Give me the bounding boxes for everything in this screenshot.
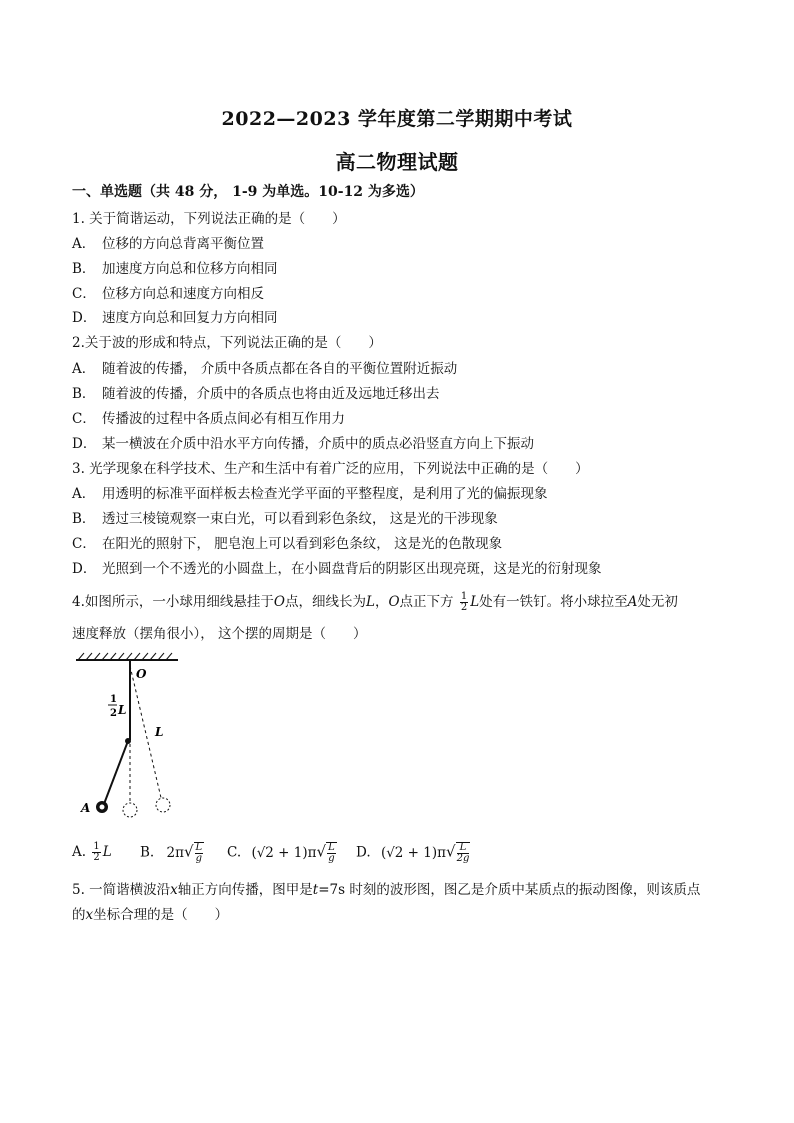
pendulum-figure [72, 652, 192, 827]
q2-option-c: C． 传播波的过程中各质点间必有相互作用力 [72, 411, 345, 427]
q1-option-a: A． 位移的方向总背离平衡位置 [72, 236, 264, 252]
q2-option-a: A． 随着波的传播， 介质中各质点都在各自的平衡位置附近振动 [72, 361, 458, 377]
ball-right-dashed [156, 798, 170, 812]
q1-option-d: D． 速度方向总和回复力方向相同 [72, 310, 278, 326]
q4-choice-b: B. 2π√ $\frac{L}{g}$ [140, 842, 203, 864]
q2-option-d: D． 某一横波在介质中沿水平方向传播，介质中的质点必沿竖直方向上下振动 [72, 436, 534, 452]
question-1-stem: 1. 关于简谐运动，下列说法正确的是（ ） [72, 211, 346, 227]
lower-string [104, 741, 128, 804]
label-l-long: L [155, 725, 164, 739]
label-l-short: L [118, 703, 127, 717]
fraction-half: $\frac{1}{2}$ [460, 591, 468, 613]
question-2-stem: 2.关于波的形成和特点，下列说法正确的是（ ） [72, 335, 382, 351]
question-3-stem: 3. 光学现象在科学技术、生产和生活中有着广泛的应用，下列说法中正确的是（ ） [72, 461, 589, 477]
label-a: A [81, 801, 91, 815]
q3-option-c: C． 在阳光的照射下， 肥皂泡上可以看到彩色条纹， 这是光的色散现象 [72, 536, 503, 552]
question-5-stem: 5. 一简谐横波沿x轴正方向传播，图甲是t=7s 时刻的波形图，图乙是介质中某质点的振动图像，则该质点 [72, 882, 701, 898]
q2-option-b: B． 随着波的传播，介质中的各质点也将由近及远地迁移出去 [72, 386, 440, 402]
q3-option-d: D． 光照到一个不透光的小圆盘上，在小圆盘背后的阴影区出现亮斑，这是光的衍射现象 [72, 561, 602, 577]
label-o: O [136, 667, 147, 681]
q3-option-b: B． 透过三棱镜观察一束白光，可以看到彩色条纹， 这是光的干涉现象 [72, 511, 498, 527]
q1-option-c: C． 位移方向总和速度方向相反 [72, 286, 264, 302]
label-half-den: 2 [110, 708, 117, 719]
label-half-num: 1 [110, 694, 117, 705]
ceiling-hatching [78, 653, 172, 660]
q4-choice-c: C. (√2 + 1)π√ $\frac{L}{g}$ [227, 842, 335, 864]
q4-choice-a: A. $\frac{1}{2}$ L [72, 841, 112, 863]
exam-title: 2022—2023 学年度第二学期期中考试 [221, 108, 573, 130]
question-4-stem-line2: 速度释放（摆角很小）， 这个摆的周期是（ ） [72, 626, 367, 642]
q4-choice-d: D. (√2 + 1)π√ $\frac{L}{2g}$ [356, 842, 470, 864]
subject-title: 高二物理试题 [335, 150, 459, 174]
q3-option-a: A． 用透明的标准平面样板去检查光学平面的平整程度，是利用了光的偏振现象 [72, 486, 548, 502]
section-heading: 一、单选题（共 48 分， 1-9 为单选。10-12 为多选） [72, 184, 424, 200]
question-4-stem: 4.如图所示，一小球用细线悬挂于O点，细线长为L，O点正下方 $\frac{1}{2}$ L处有一铁钉。将小球拉至A处无初 [72, 591, 678, 613]
q1-option-b: B． 加速度方向总和位移方向相同 [72, 261, 278, 277]
ball-bottom-dashed [123, 803, 137, 817]
question-5-stem-line2: 的x坐标合理的是（ ） [72, 907, 229, 923]
